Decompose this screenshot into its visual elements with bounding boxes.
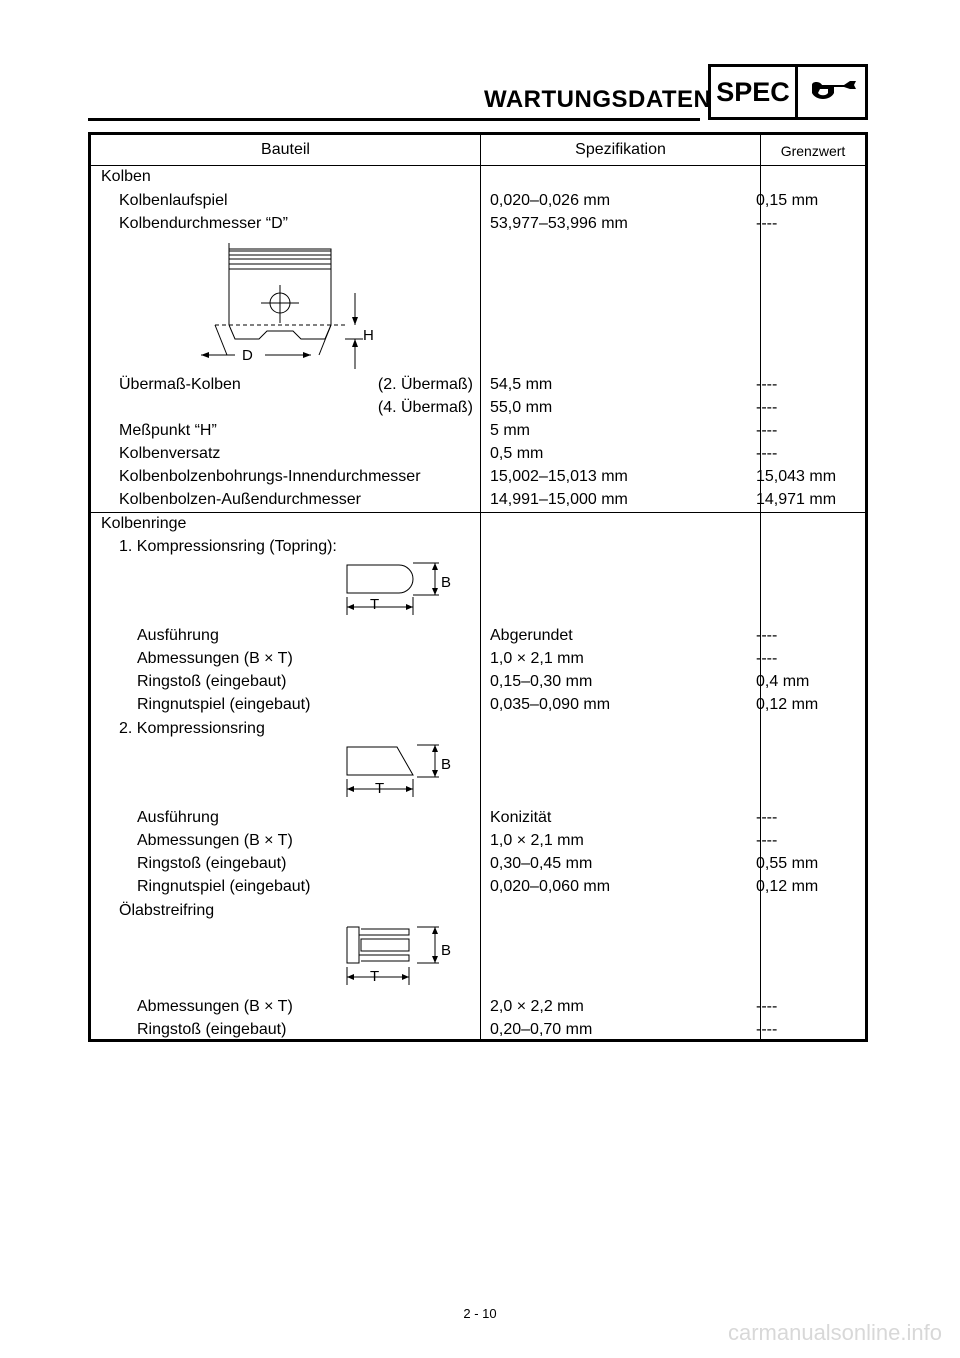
row-spec: 14,991–15,000 mm xyxy=(490,491,628,508)
diagram-label-h: H xyxy=(363,327,374,344)
row-spec: 0,15–0,30 mm xyxy=(490,673,593,690)
row-spec: 2,0 × 2,2 mm xyxy=(490,998,584,1015)
col-header-bauteil: Bauteil xyxy=(261,141,310,158)
wrench-icon xyxy=(798,67,865,117)
row-limit: 14,971 mm xyxy=(756,491,837,508)
row-label: Kolbenbolzenbohrungs-Innendurchmesser xyxy=(119,468,421,485)
row-label: Abmessungen (B × T) xyxy=(137,998,293,1015)
row-label: Kolbendurchmesser “D” xyxy=(119,215,288,232)
row-label: Abmessungen (B × T) xyxy=(137,650,293,667)
piston-diagram xyxy=(195,243,375,369)
section-heading-kolbenringe: Kolbenringe xyxy=(101,515,187,532)
col-header-spezifikation: Spezifikation xyxy=(575,141,666,158)
row-label: Ringstoß (eingebaut) xyxy=(137,673,287,690)
row-limit: ---- xyxy=(756,998,778,1015)
row-limit: ---- xyxy=(756,809,778,826)
page-number: 2 - 10 xyxy=(463,1306,497,1321)
spec-table xyxy=(88,132,868,1042)
diagram-label-d: D xyxy=(242,347,253,364)
row-limit: ---- xyxy=(756,215,778,232)
row-spec: Konizität xyxy=(490,809,552,826)
row-spec: 0,5 mm xyxy=(490,445,544,462)
ring2-label-b: B xyxy=(441,756,452,773)
ring1-label-t: T xyxy=(370,596,380,613)
row-spec: 55,0 mm xyxy=(490,399,553,416)
row-limit: 0,15 mm xyxy=(756,192,819,209)
row-label: Kolbenbolzen-Außendurchmesser xyxy=(119,491,361,508)
section-divider xyxy=(91,512,865,513)
row-label: Ausführung xyxy=(137,809,219,826)
ring1-diagram xyxy=(343,561,447,617)
watermark: carmanualsonline.info xyxy=(727,1320,942,1345)
row-limit: ---- xyxy=(756,832,778,849)
row-label: Ringnutspiel (eingebaut) xyxy=(137,878,311,895)
column-divider xyxy=(480,135,481,1039)
row-spec: 0,035–0,090 mm xyxy=(490,696,611,713)
column-divider xyxy=(760,135,761,1039)
header-divider xyxy=(91,165,865,166)
row-label: Kolbenlaufspiel xyxy=(119,192,228,209)
row-limit: 0,12 mm xyxy=(756,696,819,713)
row-label: Kolbenversatz xyxy=(119,445,221,462)
oil-ring-diagram xyxy=(343,925,447,987)
row-spec: 15,002–15,013 mm xyxy=(490,468,628,485)
row-label: Ringstoß (eingebaut) xyxy=(137,1021,287,1038)
row-limit: ---- xyxy=(756,1021,778,1038)
row-label: Ausführung xyxy=(137,627,219,644)
row-limit: 0,55 mm xyxy=(756,855,819,872)
row-sublabel: (4. Übermaß) xyxy=(377,399,473,416)
row-label: Ringnutspiel (eingebaut) xyxy=(137,696,311,713)
oil-ring-label-b: B xyxy=(441,942,452,959)
row-limit: ---- xyxy=(756,422,778,439)
row-label: Übermaß-Kolben xyxy=(119,376,241,393)
row-sublabel: (2. Übermaß) xyxy=(377,376,473,393)
ring2-title: 2. Kompressionsring xyxy=(119,720,265,737)
row-spec: 5 mm xyxy=(490,422,530,439)
row-spec: 1,0 × 2,1 mm xyxy=(490,650,584,667)
ring2-label-t: T xyxy=(375,780,385,797)
row-limit: ---- xyxy=(756,650,778,667)
row-limit: ---- xyxy=(756,627,778,644)
row-limit: 0,4 mm xyxy=(756,673,810,690)
row-limit: ---- xyxy=(756,399,778,416)
col-header-grenzwert: Grenzwert xyxy=(780,143,846,159)
row-spec: 1,0 × 2,1 mm xyxy=(490,832,584,849)
ring1-label-b: B xyxy=(441,574,452,591)
row-label: Abmessungen (B × T) xyxy=(137,832,293,849)
row-spec: 54,5 mm xyxy=(490,376,553,393)
oil-ring-label-t: T xyxy=(370,968,380,985)
row-spec: 53,977–53,996 mm xyxy=(490,215,628,232)
oel-title: Ölabstreifring xyxy=(119,902,215,919)
page-title: WARTUNGSDATEN xyxy=(484,86,712,113)
row-limit: 0,12 mm xyxy=(756,878,819,895)
row-limit: 15,043 mm xyxy=(756,468,837,485)
spec-badge xyxy=(708,64,868,120)
row-spec: 0,20–0,70 mm xyxy=(490,1021,593,1038)
spec-label: SPEC xyxy=(711,67,798,117)
ring2-diagram xyxy=(343,743,447,799)
row-limit: ---- xyxy=(756,445,778,462)
header-rule xyxy=(88,118,700,121)
row-label: Ringstoß (eingebaut) xyxy=(137,855,287,872)
row-label: Meßpunkt “H” xyxy=(119,422,217,439)
row-spec: 0,30–0,45 mm xyxy=(490,855,593,872)
row-spec: 0,020–0,026 mm xyxy=(490,192,611,209)
row-limit: ---- xyxy=(756,376,778,393)
ring1-title: 1. Kompressionsring (Topring): xyxy=(119,538,337,555)
section-heading-kolben: Kolben xyxy=(101,168,151,185)
row-spec: 0,020–0,060 mm xyxy=(490,878,611,895)
row-spec: Abgerundet xyxy=(490,627,573,644)
